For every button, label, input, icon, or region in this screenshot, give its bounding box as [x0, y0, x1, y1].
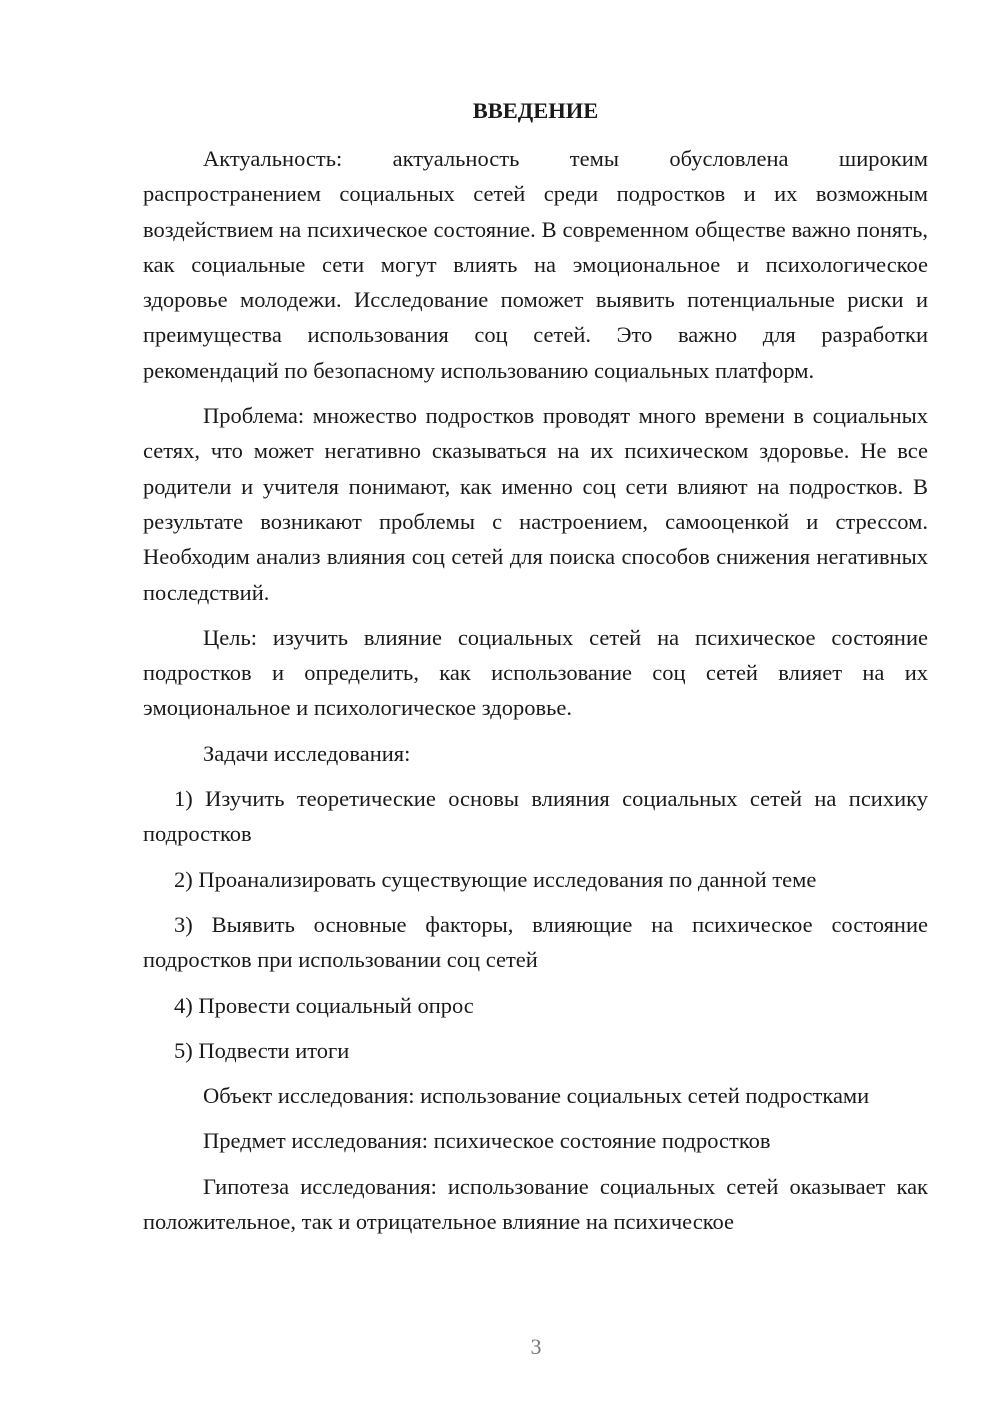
paragraph-relevance: Актуальность: актуальность темы обусловлена широким распространением социальных сетей среди подростков и их возможным воздействием на психическое состояние. В современном обществе важно понять, как социальные сети могут влиять на эмоциональное и психологическое здоровье молодежи. Исследование поможет выявить потенциальные риски и преимущества использования соц сетей. Это важно для разработки рекомендаций по безопасному использованию социальных платформ. [143, 146, 928, 383]
task-item-1: 1) Изучить теоретические основы влияния социальных сетей на психику подростков [143, 786, 928, 847]
task-item-3: 3) Выявить основные факторы, влияющие на психическое состояние подростков при использовании соц сетей [143, 911, 928, 973]
task-item-4: 4) Провести социальный опрос [174, 992, 474, 1018]
paragraph-object: Объект исследования: использование социальных сетей подростками [203, 1083, 870, 1109]
task-item-5: 5) Подвести итоги [174, 1037, 350, 1063]
document-title: ВВЕДЕНИЕ [472, 98, 599, 123]
paragraph-subject: Предмет исследования: психическое состояние подростков [203, 1128, 771, 1154]
page-number: 3 [530, 1334, 542, 1359]
paragraph-problem: Проблема: множество подростков проводят много времени в социальных сетях, что может негативно сказываться на их психическом здоровье. Не все родители и учителя понимают, как именно соц сети влияют на подростков. В результате возникают проблемы с настроением, самооценкой и стрессом. Необходим анализ влияния соц сетей для поиска способов снижения негативных последствий. [143, 403, 928, 605]
task-item-2: 2) Проанализировать существующие исследования по данной теме [174, 866, 817, 892]
tasks-heading: Задачи исследования: [203, 740, 411, 766]
document-page [143, 95, 928, 1249]
paragraph-hypothesis: Гипотеза исследования: использование социальных сетей оказывает как положительное, так и отрицательное влияние на психическое [143, 1173, 928, 1235]
paragraph-goal: Цель: изучить влияние социальных сетей на психическое состояние подростков и определить, как использование соц сетей влияет на их эмоциональное и психологическое здоровье. [143, 624, 928, 721]
